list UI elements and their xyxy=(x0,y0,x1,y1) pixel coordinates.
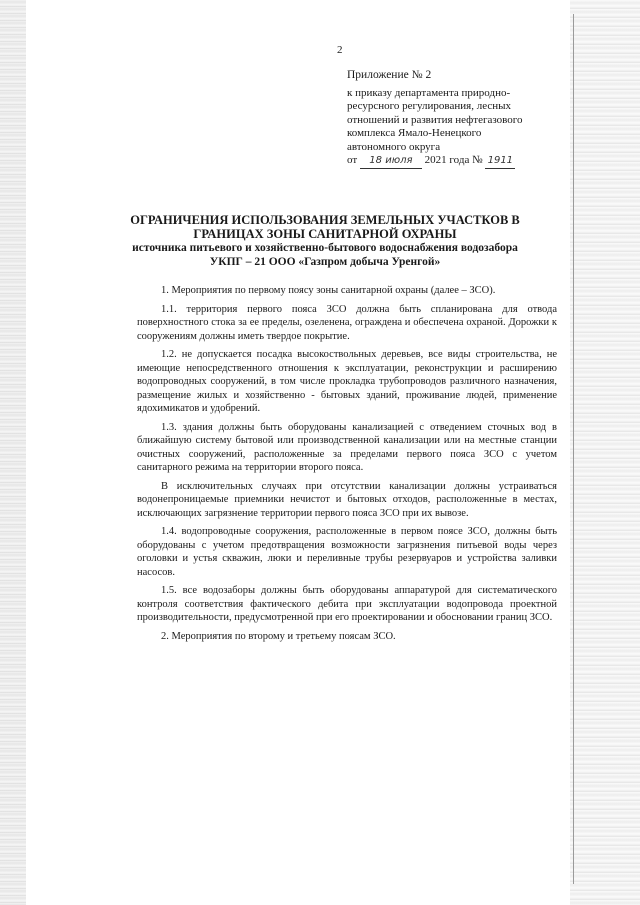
title-line: ОГРАНИЧЕНИЯ ИСПОЛЬЗОВАНИЯ ЗЕМЕЛЬНЫХ УЧАСТКОВ В xyxy=(130,213,520,227)
paragraph: В исключительных случаях при отсутствии канализации должны устраиваться водонепроницаемые приемники нечистот и бытовых отходов, расположенные в местах, исключающих загрязнение территории первого пояса ЗСО при их вывозе. xyxy=(137,480,557,519)
paragraph: 1.1. территория первого пояса ЗСО должна быть спланирована для отвода поверхностного стока за ее пределы, озеленена, ограждена и обеспечена охраной. Дорожки к сооружениям должны иметь твердое покрытие. xyxy=(137,303,557,342)
paragraph: 1.2. не допускается посадка высокоствольных деревьев, все виды строительства, не имеющие непосредственного отношения к эксплуатации, реконструкции и расширению водопроводных сооружений, в том числе прокладка трубопроводов различного назначения, размещение жилых и хозяйственно - бытовых зданий, проживание людей, применение ядохимикатов и удобрений. xyxy=(137,349,557,414)
appendix-title: Приложение № 2 xyxy=(347,69,432,81)
subtitle-line: источника питьевого и хозяйственно-бытового водоснабжения водозабора xyxy=(132,242,518,254)
document-title xyxy=(120,213,530,269)
paragraph: 1.4. водопроводные сооружения, расположенные в первом поясе ЗСО, должны быть оборудованы с учетом предотвращения возможности загрязнения питьевой воды через оголовки и устья скважин, люки и переливные трубы резервуаров и устройства заливки насосов. xyxy=(137,526,557,578)
appendix-date-line xyxy=(347,154,562,169)
page-number: 2 xyxy=(337,44,343,56)
appendix-line: отношений и развития нефтегазового xyxy=(347,113,523,126)
appendix-line: автономного округа xyxy=(347,140,441,153)
paragraph: 1. Мероприятия по первому поясу зоны санитарной охраны (далее – ЗСО). xyxy=(161,285,496,296)
subtitle-line: УКПГ – 21 ООО «Газпром добыча Уренгой» xyxy=(209,256,441,268)
scan-edge-left xyxy=(0,0,26,905)
scan-edge-right xyxy=(570,0,640,905)
paragraph: 2. Мероприятия по второму и третьему поясам ЗСО. xyxy=(161,630,396,642)
scan-border-line xyxy=(573,14,574,884)
appendix-line: комплекса Ямало-Ненецкого xyxy=(347,127,482,139)
appendix-line: ресурсного регулирования, лесных xyxy=(347,100,512,112)
handwritten-number: 1911 xyxy=(485,154,515,169)
document-body xyxy=(137,284,557,648)
title-line: ГРАНИЦАХ ЗОНЫ САНИТАРНОЙ ОХРАНЫ xyxy=(193,227,457,241)
paragraph: 1.5. все водозаборы должны быть оборудованы аппаратурой для систематического контроля соответствия фактического дебита при эксплуатации водопровода проектной производительности, предусмотренной при его проектировании и обосновании границ ЗСО. xyxy=(137,585,557,623)
paragraph: 1.3. здания должны быть оборудованы канализацией с отведением сточных вод в ближайшую систему бытовой или производственной канализации или на местные станции очистных сооружений, расположенные за пределами первого пояса ЗСО с учетом санитарного режима на территории второго пояса. xyxy=(137,421,557,473)
appendix-line: к приказу департамента природно- xyxy=(347,86,511,99)
date-prefix: от xyxy=(347,154,358,166)
appendix-block xyxy=(347,69,562,169)
handwritten-date: 18 июля xyxy=(360,154,422,169)
date-suffix: 2021 года № xyxy=(424,154,483,166)
